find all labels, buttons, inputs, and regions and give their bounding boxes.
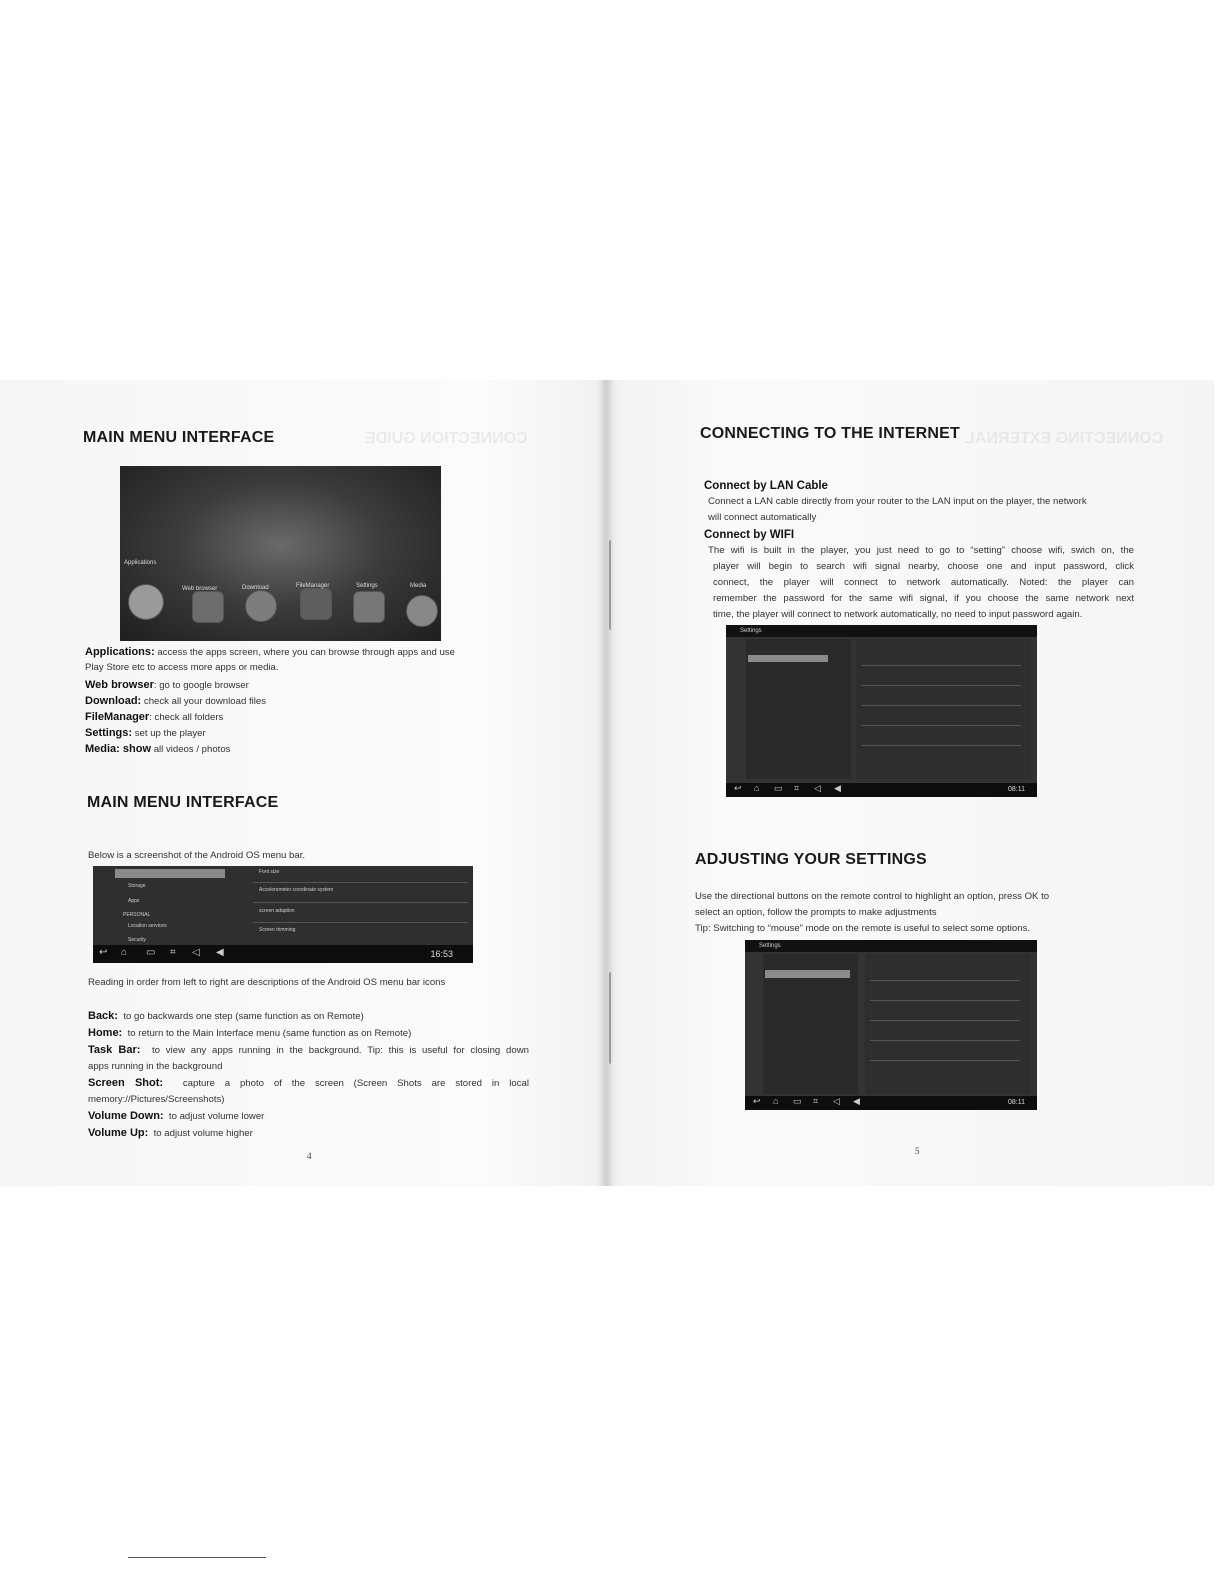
binding-wire xyxy=(609,540,615,630)
app-label: Settings xyxy=(356,583,378,589)
divider xyxy=(861,745,1021,746)
feature-media: Media: show all videos / photos xyxy=(85,743,231,755)
screenshot-icon[interactable]: ⌗ xyxy=(813,1096,819,1106)
feature-download: Download: check all your download files xyxy=(85,695,267,707)
sidebar-item: Storage xyxy=(128,883,146,889)
divider xyxy=(253,922,468,923)
home-icon[interactable]: ⌂ xyxy=(773,1096,779,1106)
connecting-heading: CONNECTING TO THE INTERNET xyxy=(700,425,961,442)
wifi-list xyxy=(856,639,1031,779)
wifi-line: connect, the player will connect to network automatically. Noted: the player can xyxy=(713,577,1134,588)
main-menu-heading-2: MAIN MENU INTERFACE xyxy=(87,794,279,811)
settings-title-bar xyxy=(745,940,1037,952)
wifi-line: player will begin to search wifi signal nearby, choose one and input password, click xyxy=(713,561,1134,572)
media-icon xyxy=(406,595,438,627)
blue-underline-mark xyxy=(128,1557,266,1558)
volume-down-icon[interactable]: ◁ xyxy=(833,1096,840,1106)
screenshot-icon[interactable]: ⌗ xyxy=(170,947,176,958)
desc-screenshot-cont: memory://Pictures/Screenshots) xyxy=(88,1094,225,1105)
adjust-line: Use the directional buttons on the remote control to highlight an option, press OK to xyxy=(695,891,1050,902)
back-icon[interactable]: ↩ xyxy=(99,947,108,958)
adjust-tip: Tip: Switching to “mouse” mode on the remote is useful to select some options. xyxy=(695,923,1031,934)
divider xyxy=(253,902,468,903)
settings-title-bar xyxy=(726,625,1037,637)
desc-back: Back: to go backwards one step (same function as on Remote) xyxy=(88,1010,364,1022)
wifi-settings-screenshot xyxy=(726,625,1037,797)
feature-file-manager: FileManager: check all folders xyxy=(85,711,224,723)
menubar-screenshot xyxy=(93,866,473,963)
page-number-right: 5 xyxy=(915,1146,920,1156)
volume-up-icon[interactable]: ◀ xyxy=(853,1096,860,1106)
sidebar-item: Apps xyxy=(128,898,140,904)
lan-title: Connect by LAN Cable xyxy=(704,480,828,492)
android-nav-bar xyxy=(726,783,1037,797)
app-label: Media xyxy=(410,583,427,589)
feature-web-browser: Web browser: go to google browser xyxy=(85,679,249,691)
divider xyxy=(870,1060,1020,1061)
icon-descriptions xyxy=(88,1008,529,1142)
volume-up-icon[interactable]: ◀ xyxy=(216,947,224,958)
sidebar-item: Security xyxy=(128,937,147,943)
settings-title: Settings xyxy=(740,628,762,634)
desc-screenshot: Screen Shot: capture a photo of the screen (Screen Shots are stored in local xyxy=(88,1077,529,1089)
app-label: Applications xyxy=(124,560,157,566)
web-browser-icon xyxy=(192,591,224,623)
wifi-row xyxy=(748,655,828,662)
volume-up-icon[interactable]: ◀ xyxy=(834,783,841,793)
main-menu-heading: MAIN MENU INTERFACE xyxy=(83,429,275,446)
wifi-line: The wifi is built in the player, you just need to go to “setting” choose wifi, swich on, the xyxy=(708,545,1134,556)
page-gutter xyxy=(598,380,614,1186)
desc-taskbar-cont: apps running in the background xyxy=(88,1061,223,1072)
reading-order-text: Reading in order from left to right are descriptions of the Android OS menu bar icons xyxy=(88,977,446,988)
setting-item: Screen trimming xyxy=(259,927,296,933)
divider xyxy=(861,685,1021,686)
main-menu-screenshot xyxy=(120,466,441,641)
binding-wire xyxy=(609,972,615,1064)
settings-icon xyxy=(353,591,385,623)
back-icon[interactable]: ↩ xyxy=(734,783,742,793)
settings-title: Settings xyxy=(759,943,781,949)
home-icon[interactable]: ⌂ xyxy=(754,783,760,793)
wifi-text xyxy=(708,543,1134,623)
back-icon[interactable]: ↩ xyxy=(753,1096,761,1106)
divider xyxy=(861,665,1021,666)
wifi-list xyxy=(865,954,1030,1094)
wifi-row xyxy=(765,970,850,978)
bleed-through-text: CONNECTION GUIDE xyxy=(365,430,528,447)
divider xyxy=(870,980,1020,981)
lan-text: Connect a LAN cable directly from your router to the LAN input on the player, the network xyxy=(708,496,1087,507)
divider xyxy=(861,725,1021,726)
menubar-intro: Below is a screenshot of the Android OS menu bar. xyxy=(88,850,306,861)
app-label: FileManager xyxy=(296,583,330,589)
desc-volume-down: Volume Down: to adjust volume lower xyxy=(88,1110,265,1122)
file-manager-icon xyxy=(300,588,332,620)
feature-settings: Settings: set up the player xyxy=(85,727,206,739)
download-icon xyxy=(245,590,277,622)
feature-applications: Applications: access the apps screen, where you can browse through apps and use xyxy=(85,646,455,658)
desc-volume-up: Volume Up: to adjust volume higher xyxy=(88,1127,253,1139)
wifi-title: Connect by WIFI xyxy=(704,529,795,541)
divider xyxy=(870,1020,1020,1021)
setting-item: Font size xyxy=(259,869,280,875)
app-label: Download xyxy=(242,585,269,591)
setting-item: Accelerometer coordinate system xyxy=(259,887,334,893)
wifi-line: remember the password for the same wifi signal, if you choose the same network next xyxy=(713,593,1134,604)
desc-home: Home: to return to the Main Interface menu (same function as on Remote) xyxy=(88,1027,412,1039)
sidebar-item: Location services xyxy=(128,923,167,929)
home-icon[interactable]: ⌂ xyxy=(121,947,128,958)
volume-down-icon[interactable]: ◁ xyxy=(192,947,200,958)
status-clock: 08:11 xyxy=(1008,1099,1025,1106)
sidebar-item: PERSONAL xyxy=(123,912,151,918)
android-nav-bar xyxy=(93,945,473,963)
divider xyxy=(870,1040,1020,1041)
settings-screenshot-2 xyxy=(745,940,1037,1110)
status-clock: 08:11 xyxy=(1008,786,1025,793)
applications-icon xyxy=(128,584,164,620)
page-number-left: 4 xyxy=(307,1151,312,1161)
lan-text-cont: will connect automatically xyxy=(708,512,817,523)
adjust-line: select an option, follow the prompts to make adjustments xyxy=(695,907,937,918)
desc-taskbar: Task Bar: to view any apps running in the background. Tip: this is useful for closing down xyxy=(88,1044,529,1056)
recent-icon[interactable]: ▭ xyxy=(793,1096,802,1106)
setting-item: screen adaption xyxy=(259,908,295,914)
bleed-through-text: CONNECTING EXTERNAL xyxy=(965,430,1164,447)
screenshot-icon[interactable]: ⌗ xyxy=(794,783,800,793)
divider xyxy=(870,1000,1020,1001)
android-nav-bar xyxy=(745,1096,1037,1110)
divider xyxy=(253,882,468,883)
divider xyxy=(861,705,1021,706)
adjusting-heading: ADJUSTING YOUR SETTINGS xyxy=(695,851,927,868)
status-clock: 16:53 xyxy=(430,949,453,959)
recent-icon[interactable]: ▭ xyxy=(146,947,156,958)
recent-icon[interactable]: ▭ xyxy=(774,783,783,793)
selected-sidebar-row xyxy=(115,869,225,878)
feature-applications-cont: Play Store etc to access more apps or media. xyxy=(85,662,279,673)
volume-down-icon[interactable]: ◁ xyxy=(814,783,821,793)
app-label: Web browser xyxy=(182,586,218,592)
wifi-line: time, the player will connect to network automatically, no need to input password again. xyxy=(713,609,1083,620)
